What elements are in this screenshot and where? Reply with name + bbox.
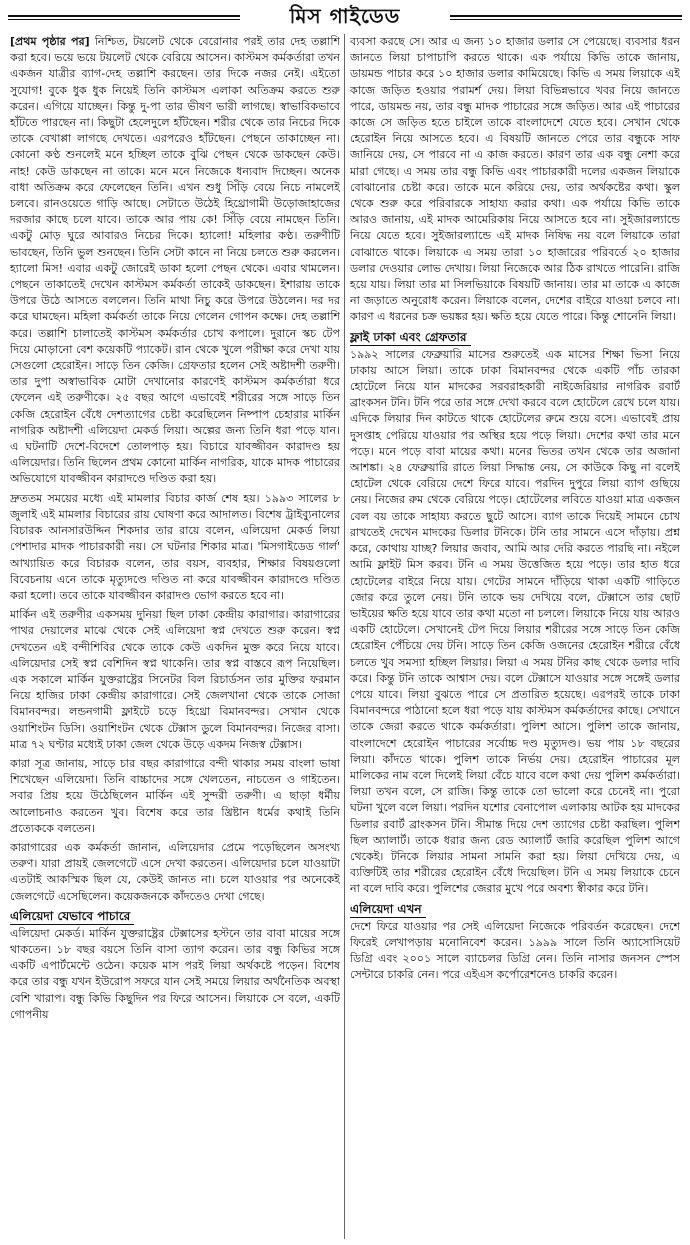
article-paragraph: এলিয়েদা মেকর্ড। মার্কিন যুক্তরাষ্ট্রের টেক্সাসের হস্টনে তার বাবা মায়ের সঙ্গে থাকতেন। ১৮ বছর বয়সে তিনি বাসা ত্যাগ করেন। তার বন্ধু কিভির সঙ্গে একটি এপার্টমেন্টে ওঠেন। কয়েক মাস পরই লিয়া অর্থকষ্টে পড়েন। বিশেষ করে তার বন্ধু যখন ইউরোপ সফরে যান সেই সময়ে লিয়ার অর্থনৈতিক অবস্থা বেশি খারাপ। বন্ধু কিভি কিছুদিন পর ফিরে আসেন। লিয়াকে সে বলে, একটি গোপনীয় — [10, 926, 340, 1021]
continued-from-label: [প্রথম পৃষ্ঠার পর] — [10, 35, 90, 48]
column-divider — [344, 34, 345, 1239]
section-heading: এলিয়েদা যেভাবে পাচারে — [10, 908, 134, 925]
article-paragraph: ১৯৯২ সালের ফেব্রুয়ারি মাসের শুরুতেই এক মাসের শিক্ষা ভিসা নিয়ে ঢাকায় আসে লিয়া। তাকে ঢাকা বিমানবন্দর থেকে একটি পাঁচ তারকা হোটেলে নিয়ে যান মাদকের সরবরাহকারী নাইজেরিয়ার নাগরিক রবার্ট ব্রাংকসন টনি। টনি পরে তার সঙ্গে দেখা করবে বলে হোটেলে রেখে চলে যায়। এদিকে লিয়ার দিন কাটতে থাকে হোটেলের রুমে শুয়ে বসে। এভাবেই প্রায় দুসপ্তাহ পেরিয়ে যাওয়ার পর অস্থির হয়ে পড়ে লিয়া। দেশের কথা তার মনে পড়ে। মনে পড়ে বাবা মায়ের কথা। মনের ভিতর তখন থেকে তার অজানা আশঙ্কা। ২৪ ফেব্রুয়ারি রাতে লিয়া সিদ্ধান্ত নেয়, সে কাউকে কিছু না বলেই হোটেল থেকে বেরিয়ে দেশে ফিরে যাবে। পরদিন দুপুরে লিয়া ব্যাগ গুছিয়ে নেয়। নিজের রুম থেকে বেরিয়ে পড়ে। হোটেলের লবিতে যাওয়া মাত্র একজন বেল বয় তাকে সাহায্য করতে ছুটে আসে। ব্যাগ তাকে দিয়েই সামনে চোখ রাখতেই দেখেন মাদকের ডিলার টনিকে। টনি তার সামনে এসে দাঁড়ায়। প্রশ্ন করে, কোথায় যাচ্ছ? লিয়ার জবাব, আমি আর দেরি করতে পারছি না। নইলে আমি ফ্লাইট মিস করব। টনি এ সময় উত্তেজিত হয়ে পড়ে। তার হাত ধরে হোটেলের বাইরে নিয়ে যায়। গেটের সামনে দাঁড়িয়ে থাকা একটি গাড়িতে জোর করে তুলে নেয়। টনি তাকে ভয় দেখিয়ে বলে, টেক্সাসে তার ছোট ভাইয়ের ক্ষতি হয়ে যাবে তার কথা মতো না চললে। লিয়াকে নিয়ে যায় আরও একটি হোটেলে। সেখানেই টেপ দিয়ে লিয়ার শরীরের সঙ্গে সাড়ে তিন কেজি হেরোইন পেঁচিয়ে দেয় টনি। সাড়ে তিন কেজি ওজনের হেরোইন শরীরে বেঁধে চলতে খুব সমস্যা হচ্ছিল লিয়ার। লিয়া এ সময় টনির কাছ থেকে ডলার দাবি করে। কিন্তু টনি তাকে আশ্বাস দেয়। বলে টেক্সাসে যাওয়ার সঙ্গে সঙ্গেই ডলার পেয়ে যাবে। লিয়া বুঝতে পারে সে প্রতারিত হয়েছে। এরপরই তাকে ঢাকা বিমানবন্দরে পাঠানো হলে ধরা পড়ে যায় কাস্টমস কর্মকর্তাদের কাছে। সেখানে তাকে জেরা করতে থাকে কর্মকর্তারা। পুলিশ আসে। পুলিশ তাকে জানায়, বাংলাদেশে হেরোইন পাচারের সর্বোচ্চ দণ্ড মৃত্যুদণ্ড। ভয় পায় ১৮ বছরের লিয়া। কাঁদতে থাকে। পুলিশ তাকে নির্ভয় দেয়। হেরোইন পাচারের মূল মালিকের নাম বলে দিলেই লিয়া বেঁচে যাবে বলে কথা দেয় পুলিশ কর্মকর্তারা। লিয়া তখন বলে, সে রাজি। কিন্তু তাকে তো ভালো করে চেনেই না। পুরো ঘটনা খুলে বলে লিয়া। পরদিন যশোর বেনাপোল এলাকায় আটক হয় মাদকের ডিলার রবার্ট ব্রাংকসন টনি। সীমান্ত দিয়ে দেশ ত্যাগের চেষ্টা করছিল। পুলিশ ছিল অ্যালার্ট। তাকে ধরার জন্য রেড অ্যালার্ট জারি করেছিল পুলিশ আগে থেকেই। টনিকে লিয়ার সামনা সামনি করা হয়। লিয়া দেখিয়ে দেয়, এ ব্যক্তিটিই তার শরীরের হেরোইন বেঁধে দিয়েছিল। টনি এ সময় লিয়াকে চেনে না বলে দাবি করে। পুলিশের জেরার মুখে পরে অবশ্য স্বীকার করে টনি। — [350, 347, 680, 896]
article-paragraph: কারাগারের এক কর্মকর্তা জানান, এলিয়েদার প্রেমে পড়েছিলেন অসংখ্য তরুণ। যারা প্রায়ই জেলগেটে এসে দেখা করতেন। এলিয়েদার চলে যাওয়াটা এতটাই আকস্মিক ছিল যে, কেউই জানত না। চলে যাওয়ার পর অনেকেই জেলগেটে এসেছিলেন। কয়েকজনকে কাঁদতেও দেখা গেছে। — [10, 840, 340, 903]
paragraph-text: নিশ্চিত, টয়লেট থেকে বেরোনার পরই তার দেহ তল্লাশি করা হবে। ভয়ে ভয়ে টয়লেট থেকে বেরিয়ে আসেন। কাস্টমস কর্মকর্তারা তখন একজন যাত্রীর ব্যাগ-দেহ তল্লাশি করছেন। তার দিকে নজর নেই। এইতো সুযোগ! বুকে ধুক ধুক নিয়েই তিনি কাস্টমস এলাকা অতিক্রম করতে শুরু করেন। এগিয়ে যাচ্ছেন। কিন্তু দু-পা তার ভীষণ ভারী লাগছে। স্বাভাবিকভাবে হাঁটতে পারছেন না। কিছুটা হেলেদুলে হাঁটছেন। শরীর থেকে তার নিচের দিকে তাকে বেখাপ্পা লাগছে দেখতে। এরপরেও হাঁটছেন। পেছনে তাকাচ্ছেন না। কোনো কণ্ঠ শুনলেই মনে হচ্ছিল তাকে বুঝি পেছন থেকে ডাকছেন কেউ। নাহ! কেউ ডাকছেন না তাকে। মনে মনে নিজেকে ধন্যবাদ দিচ্ছেন। অনেক বাধা অতিক্রম করে ফেলেছেন তিনি। এখন শুধু সিঁড়ি বেয়ে নিচে নামলেই চলবে। রানওয়েতে গাড়ি আছে। সেটাতে উঠেই হিথ্রোগামী উড়োজাহাজের দরজার কাছে চলে যাবে। তাকে আর পায় কে! সিঁড়ি বেয়ে নামছেন তিনি। একটু মোড় ঘুরে আবারও নিচের দিকে। হ্যালো! মহিলার কণ্ঠ। তরুণীটি ভাবছেন, তিনি ভুল শুনছেন। তিনি সেটা কানে না নিয়ে চলতে শুরু করলেন। হ্যালো মিস! এবার একটু জোরেই ডাকা হলো পেছন থেকে। এবার থামলেন। পেছনে তাকাতেই দেখেন কাস্টমস কর্মকর্তা তাকেই ডাকছেন। ইশারায় তাকে উপরে উঠে আসতে বললেন। তিনি মাথা নিচু করে উপরে উঠলেন। দর দর করে ঘামছেন। মহিলা কর্মকর্তা তাকে নিয়ে গেলেন গোপন কক্ষে। দেহ তল্লাশি করে। তল্লাশি চালাতেই কাস্টমস কর্মকর্তার চোখ কপালে। দুরানে স্কচ টেপ দিয়ে মোড়ানো বেশ কয়েকটি প্যাকেট। রান থেকে খুলে পরীক্ষা করে দেখা যায় সেগুলো হেরোইন। সাড়ে তিন কেজি। গ্রেফতার হলেন সেই অষ্টাদশী তরুণী। তার দুপা অস্বাভাবিক মোটা দেখানোর কারণেই কাস্টমস কর্মকর্তারা ধরে ফেলেন এই তরুণীকে। ২৫ বছর আগে এভাবেই শরীরের সঙ্গে সাড়ে তিন কেজি হেরোইন বেঁধে দেশত্যাগের চেষ্টা করেছিলেন নিষ্পাপ চেহারার মার্কিন নাগরিক অষ্টাদশী এলিয়েদা মেকর্ড লিয়া। অল্পের জন্য তিনি ধরা পড়ে যান। এ ঘটনাটি দেশে-বিদেশে তোলপাড় হয়। বিচারে যাবজ্জীবন কারাদণ্ড হয় এলিয়েদার। তিনি ছিলেন প্রথম কোনো মার্কিন নাগরিক, যাকে মাদক পাচারের অভিযোগে যাবজ্জীবন কারাদণ্ডে দণ্ডিত করা হয়। — [10, 35, 340, 486]
article-paragraph: দেশে ফিরে যাওয়ার পর সেই এলিয়েদা নিজেকে পরিবর্তন করেছেন। দেশে ফিরেই লেখাপড়ায় মনোনিবেশ করেন। ১৯৯৯ সালে তিনি অ্যাসোসিয়েট ডিগ্রি এবং ২০০১ সালে ব্যাচেলর ডিগ্রি নেন। তিনি নাসার জনসন স্পেস সেন্টারে চাকরি নেন। পরে এইএস কর্পোরেশনেও চাকরি করেন। — [350, 919, 680, 982]
article-paragraph: ব্যবসা করছে সে। আর এ জন্য ১০ হাজার ডলার সে পেয়েছে। ব্যবসার ধরন জানতে লিয়া চাপাচাপি করতে থাকে। এক পর্যায়ে কিভি তাকে জানায়, ডায়মন্ড পাচার করে ১০ হাজার ডলার কামিয়েছে। কিভি এ সময় লিয়াকে এই কাজে জড়িত হওয়ার পরামর্শ দেয়। লিয়া বিভিন্নভাবে খবর নিয়ে জানতে পারে, ডায়মন্ড নয়, তার বন্ধু মাদক পাচারের সঙ্গে জড়িত। আর এই পাচারের কাজে সে জড়িত হতে চাইলে তাকে বাংলাদেশে যেতে হবে। সেখান থেকে হেরোইন নিয়ে আসতে হবে। এ বিষয়টি জানতে পেরে তার বন্ধুকে সাফ জানিয়ে দেয়, সে পারবে না এ কাজ করতে। কারণ তার এক বন্ধু নেশা করে মারা গেছে। এ সময় তার বন্ধু কিভি এবং পাচারকারী দলের একজন লিয়াকে বোঝানোর চেষ্টা করে। তাকে মনে করিয়ে দেয়, তার অর্থকষ্টের কথা। স্কুল থেকে শুরু করে পরিবারকে সাহায্য করার কথা। এক পর্যায়ে কিভি তাকে আরও জানায়, এই মাদক আমেরিকায় নিয়ে আসতে হবে না। সুইজারল্যান্ডে নিয়ে যেতে হবে। সুইজারল্যান্ডে এই মাদক নিষিদ্ধ নয় বলে লিয়াকে তারা বোঝাতে থাকে। লিয়াকে এ সময় তারা ১০ হাজারের পরিবর্তে ২০ হাজার ডলার দেওয়ার লোভ দেখায়। লিয়া নিজেকে আর ঠিক রাখতে পারেনি। রাজি হয়ে যায়। লিয়া তার মা সিলভিয়াকে বিষয়টি জানায়। তার মা তাকে এ কাজে না জড়াতে অনুরোধ করেন। লিয়াকে বলেন, দেশের বাইরে যাওয়া চলবে না। কারণ এ ধরনের চক্র ভয়ঙ্কর হয়। ক্ষতি হয়ে যেতে পারে। কিন্তু শোনেনি লিয়া। — [350, 35, 680, 324]
section-heading: ফ্লাই ঢাকা এবং গ্রেফতার — [350, 329, 471, 346]
article-paragraph: দ্রুততম সময়ের মধ্যে এই মামলার বিচার কার্জ শেষ হয়। ১৯৯৩ সালের ৮ জুলাই এই মামলার বিচারের রায় ঘোষণা করে আদালত। বিশেষ ট্রাইব্যুনালের বিচারক আনসারউদ্দিন শিকদার তার রায়ে বলেন, এলিয়েদা মেকর্ড লিয়া পেশাদার মাদক পাচারকারী নয়। সে ঘটনার শিকার মাত্র। 'মিসগাইডেড গার্ল' আখ্যায়িত করে বিচারক বলেন, তার বয়স, ব্যবহার, শিক্ষার বিষয়গুলো বিবেচনায় এনে তাকে মৃত্যুদণ্ডে দণ্ডিত না করে যাবজ্জীবন কারাদণ্ডে দণ্ডিত করা হলো। তবে তাকে যাবজ্জীবন কারাদণ্ড ভোগ করতে হবে না। — [10, 491, 340, 602]
article-column-left — [10, 34, 340, 1239]
article-paragraph: মার্কিন এই তরুণীর একসময় দুনিয়া ছিল ঢাকা কেন্দ্রীয় কারাগার। কারাগারের পাথর দেয়ালের মাঝে থেকে সেই এলিয়েদা স্বপ্ন দেখতে শুরু করেন। স্বপ্ন দেখতেন এই বন্দীশিবির থেকে তাকে কেউ একদিন মুক্ত করে নিয়ে যাবে। এলিয়েদার সেই স্বপ্ন বেশিদিন স্বপ্ন থাকেনি। তার স্বপ্ন বাস্তবে রূপ নিয়েছিল। এক সকালে মার্কিন যুক্তরাষ্ট্রের সিনেটর বিল রিচার্ডসন তার মুক্তির ফরমান নিয়ে হাজির ঢাকা কেন্দ্রীয় কারাগারে। সেই জেলখানা থেকে তাকে সোজা বিমানবন্দর। লন্ডনগামী ফ্লাইটে চড়ে হিথ্রো বিমানবন্দর। সেখান থেকে ওয়াশিংটন ডিসি। ওয়াশিংটন থেকে টেক্সাস ডুলে বিমানবন্দর। নিজের বাসা। মাত্র ৭২ ঘণ্টার মধ্যেই ঢাকা জেল থেকে উড়ে একদম নিজস্ব টেক্সাস। — [10, 608, 340, 751]
article-column-right — [350, 34, 680, 1239]
page-title: মিস গাইডেড — [240, 3, 450, 29]
article-paragraph: কারা সূত্র জানায়, সাড়ে চার বছর কারাগারে বন্দী থাকার সময় বাংলা ভাষা শিখেছেন এলিয়েদা। তিনি বাচ্চাদের সঙ্গে খেলতেন, নাচতেন ও গাইতেন। সবার প্রিয় হয়ে উঠেছিলেন মার্কিন এই সুন্দরী তরুণী। এ ছাড়া ধর্মীয় আলোচনাও করতেন খুব। বিশেষ করে তার খ্রিষ্টান ধর্মের কথাই তিনি প্রত্যেককে বলতেন। — [10, 756, 340, 835]
page-header — [0, 0, 690, 32]
article-paragraph — [10, 34, 340, 488]
section-heading: এলিয়েদা এখন — [350, 901, 426, 918]
